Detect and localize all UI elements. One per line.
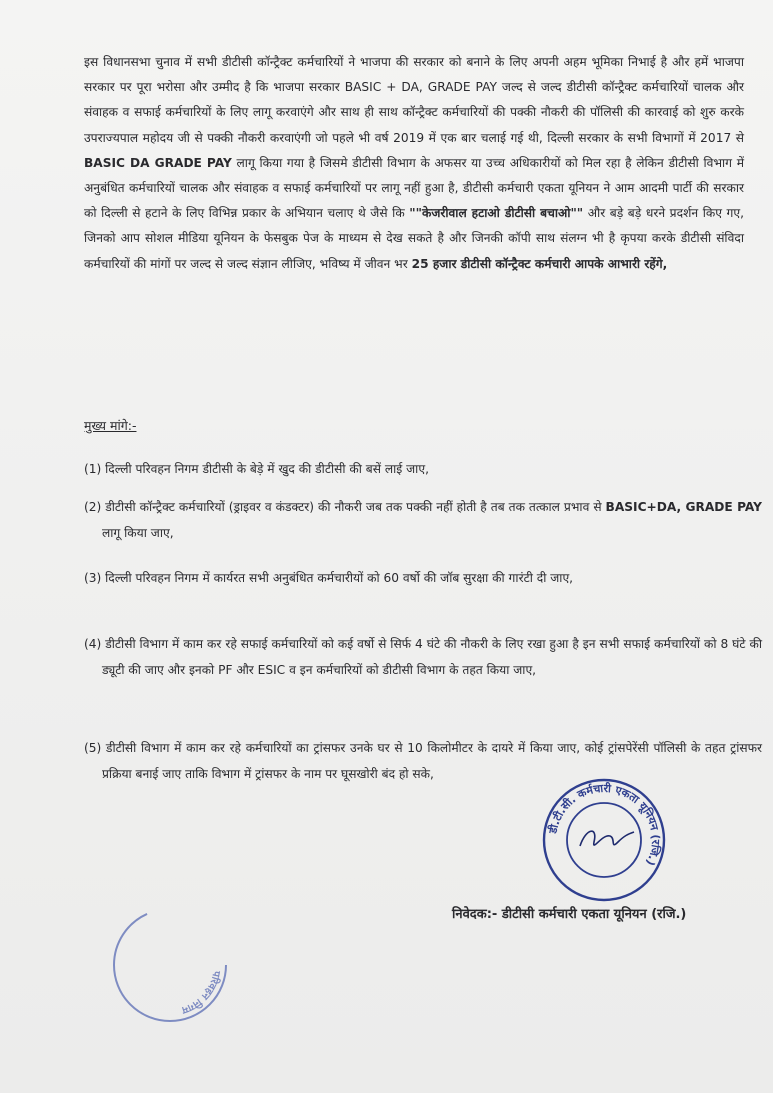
signature-line: निवेदक:- डीटीसी कर्मचारी एकता यूनियन (रजि.) xyxy=(452,907,687,922)
department-stamp xyxy=(110,905,230,1025)
intro-bold-2: ""केजरीवाल हटाओ डीटीसी बचाओ"" xyxy=(409,206,584,221)
demand-bold: BASIC+DA, GRADE PAY xyxy=(605,500,762,514)
intro-text-2: लागू किया गया है जिसमे डीटीसी विभाग के अफसर या उच्च अधिकारीयों को मिल रहा है लेकिन डीटीसी विभाग में अनुबंधित कर्मचारियों चालक और संवाहक व सफाई कर्मचारियों पर लागू नहीं हुआ है, डीटीसी कर्मचारी एकता यूनियन ने आम आदमी पार्टी की सरकार को दिल्ली से हटाने के लिए विभिन्न प्रकार के अभियान चलाए थे जैसे कि xyxy=(84,155,745,221)
demand-item-4 xyxy=(84,632,762,683)
intro-text-3: और बड़े बड़े धरने प्रदर्शन किए गए, जिनको आप सोशल मीडिया यूनियन के फेसबुक पेज के माध्यम से देख सकते है और जिनकी कॉपी साथ संलग्न भी है कृपया करके डीटीसी संविदा कर्मचारियों की मांगों पर जल्द से जल्द संज्ञान लीजिए, भविष्य में जीवन भर xyxy=(84,206,744,271)
stamp-text: डी.टी.सी. कर्मचारी एकता यूनियन (रजि.) xyxy=(546,781,663,868)
intro-text-1: इस विधानसभा चुनाव में सभी डीटीसी कॉन्ट्रैक्ट कर्मचारियों ने भाजपा की सरकार को बनाने के लिए अपनी अहम भूमिका निभाई है और हमें भाजपा सरकार पर पूरा भरोसा और उम्मीद है कि भाजपा सरकार BASIC + DA, GRADE PAY जल्द से जल्द डीटीसी कॉन्ट्रैक्ट कर्मचारियों चालक और संवाहक व सफाई कर्मचारियों के लिए लागू करवाएंगे और साथ ही साथ कॉन्ट्रैक्ट कर्मचारियों की पक्की नौकरी की पॉलिसी की कारवाई को शुरु करके उपराज्यपाल महोदय जी से पक्की नौकरी करवाएंगी जो पहले भी वर्ष 2019 में एक बार चलाई गई थी, दिल्ली सरकार के सभी विभागों में 2017 से xyxy=(84,55,744,145)
demand-text: (5) डीटीसी विभाग में काम कर रहे कर्मचारियों का ट्रांसफर उनके घर से 10 किलोमीटर के दायरे में किया जाए, कोई ट्रांसपेरेंसी पॉलिसी के तहत ट्रांसफर प्रक्रिया बनाई जाए ताकि विभाग में ट्रांसफर के नाम पर घूसखोरी बंद हो सके, xyxy=(84,741,762,781)
union-stamp xyxy=(540,776,668,904)
demand-item-1 xyxy=(84,457,762,483)
demand-item-3 xyxy=(84,566,762,592)
demand-text: (1) दिल्ली परिवहन निगम डीटीसी के बेड़े में खुद की डीटीसी की बसें लाई जाए, xyxy=(84,462,429,476)
demand-text: (4) डीटीसी विभाग में काम कर रहे सफाई कर्मचारियों को कई वर्षो से सिर्फ 4 घंटे की नौकरी के लिए रखा हुआ है इन सभी सफाई कर्मचारियों को 8 घंटे की ड्यूटी की जाए और इनको PF और ESIC व इन कर्मचारियों को डीटीसी विभाग के तहत किया जाए, xyxy=(84,637,762,677)
stamp-text: परिवहन निगम xyxy=(180,969,222,1016)
demand-text: लागू किया जाए, xyxy=(102,525,174,540)
intro-bold-3: 25 हजार डीटीसी कॉन्ट्रैक्ट कर्मचारी आपके आभारी रहेंगे, xyxy=(411,256,668,271)
signature-mark xyxy=(580,831,634,846)
intro-paragraph xyxy=(84,50,744,277)
demand-text: (2) डीटीसी कॉन्ट्रैक्ट कर्मचारियों (ड्राइवर व कंडक्टर) की नौकरी जब तक पक्की नहीं होती है तब तक तत्काल प्रभाव से xyxy=(84,500,606,514)
intro-bold-1: BASIC DA GRADE PAY xyxy=(84,155,232,170)
demand-item-2 xyxy=(84,495,762,546)
demand-text: (3) दिल्ली परिवहन निगम में कार्यरत सभी अनुबंधित कर्मचारीयों को 60 वर्षो की जॉब सुरक्षा की गारंटी दी जाए, xyxy=(84,571,574,585)
demands-heading: मुख्य मांगे:- xyxy=(84,418,137,433)
